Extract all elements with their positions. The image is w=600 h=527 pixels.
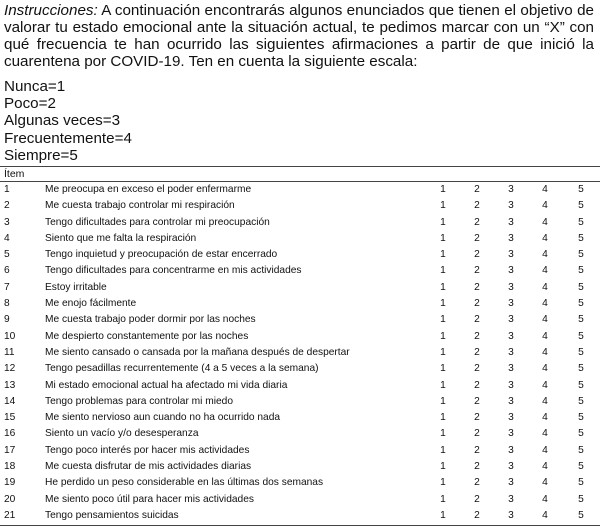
response-option-4[interactable]: 4: [542, 509, 548, 521]
response-option-5[interactable]: 5: [578, 477, 584, 489]
response-option-4[interactable]: 4: [542, 184, 548, 195]
response-option-2[interactable]: 2: [474, 314, 480, 326]
response-option-2[interactable]: 2: [474, 379, 480, 391]
table-row: [0, 312, 600, 328]
response-option-1[interactable]: 1: [440, 363, 446, 375]
response-option-2[interactable]: 2: [474, 444, 480, 456]
item-statement: Me cuesta trabajo controlar mi respiración: [45, 200, 235, 212]
response-option-5[interactable]: 5: [578, 363, 584, 375]
item-statement: Me preocupa en exceso el poder enfermarme: [45, 184, 252, 195]
item-number: 16: [4, 428, 16, 440]
response-option-4[interactable]: 4: [542, 477, 548, 489]
table-row: [0, 215, 600, 231]
response-option-5[interactable]: 5: [578, 330, 584, 342]
response-option-2[interactable]: 2: [474, 330, 480, 342]
response-option-3[interactable]: 3: [508, 330, 514, 342]
response-option-4[interactable]: 4: [542, 412, 548, 424]
item-number: 8: [4, 298, 10, 310]
response-option-1[interactable]: 1: [440, 379, 446, 391]
response-option-5[interactable]: 5: [578, 216, 584, 228]
response-option-1[interactable]: 1: [440, 330, 446, 342]
response-option-1[interactable]: 1: [440, 281, 446, 293]
response-option-3[interactable]: 3: [508, 346, 514, 358]
response-option-5[interactable]: 5: [578, 379, 584, 391]
response-option-5[interactable]: 5: [578, 298, 584, 310]
response-option-2[interactable]: 2: [474, 493, 480, 505]
table-header-item: Ítem: [4, 168, 25, 180]
response-option-5[interactable]: 5: [578, 493, 584, 505]
response-option-5[interactable]: 5: [578, 346, 584, 358]
item-statement: Me cuesta disfrutar de mis actividades diarias: [45, 461, 252, 473]
scale-item-5: Siempre=5: [4, 146, 78, 164]
item-number: 7: [4, 281, 10, 293]
response-option-5[interactable]: 5: [578, 200, 584, 212]
response-option-2[interactable]: 2: [474, 298, 480, 310]
item-statement: Me enojo fácilmente: [45, 298, 137, 310]
response-option-2[interactable]: 2: [474, 216, 480, 228]
response-option-1[interactable]: 1: [440, 216, 446, 228]
table-row: [0, 182, 600, 198]
item-statement: Siento un vacío y/o desesperanza: [45, 428, 199, 440]
response-option-4[interactable]: 4: [542, 200, 548, 212]
response-option-1[interactable]: 1: [440, 493, 446, 505]
item-statement: Tengo dificultades para controlar mi preocupación: [45, 216, 270, 228]
response-option-2[interactable]: 2: [474, 395, 480, 407]
response-option-5[interactable]: 5: [578, 412, 584, 424]
item-statement: Siento que me falta la respiración: [45, 232, 197, 244]
item-number: 9: [4, 314, 10, 326]
table-row: [0, 492, 600, 508]
response-option-1[interactable]: 1: [440, 444, 446, 456]
response-option-3[interactable]: 3: [508, 461, 514, 473]
table-row: [0, 345, 600, 361]
response-option-1[interactable]: 1: [440, 265, 446, 277]
response-option-2[interactable]: 2: [474, 249, 480, 261]
response-option-3[interactable]: 3: [508, 298, 514, 310]
scale-item-1: Nunca=1: [4, 78, 66, 95]
response-option-1[interactable]: 1: [440, 461, 446, 473]
item-number: 21: [4, 509, 16, 521]
response-option-3[interactable]: 3: [508, 314, 514, 326]
response-option-4[interactable]: 4: [542, 379, 548, 391]
response-option-3[interactable]: 3: [508, 493, 514, 505]
response-option-3[interactable]: 3: [508, 363, 514, 375]
response-option-1[interactable]: 1: [440, 200, 446, 212]
response-option-3[interactable]: 3: [508, 265, 514, 277]
table-row: [0, 410, 600, 426]
table-bottom-rule: [0, 525, 600, 526]
table-row: [0, 443, 600, 459]
item-number: 1: [4, 184, 10, 195]
table-row: [0, 426, 600, 442]
item-statement: Me siento poco útil para hacer mis actividades: [45, 493, 254, 505]
response-option-2[interactable]: 2: [474, 509, 480, 521]
table-row: [0, 394, 600, 410]
response-option-3[interactable]: 3: [508, 477, 514, 489]
response-option-2[interactable]: 2: [474, 346, 480, 358]
item-number: 19: [4, 477, 16, 489]
response-option-1[interactable]: 1: [440, 298, 446, 310]
response-option-4[interactable]: 4: [542, 314, 548, 326]
response-option-5[interactable]: 5: [578, 232, 584, 244]
response-option-3[interactable]: 3: [508, 412, 514, 424]
response-option-3[interactable]: 3: [508, 509, 514, 521]
table-row: [0, 263, 600, 279]
item-number: 10: [4, 330, 16, 342]
response-option-2[interactable]: 2: [474, 281, 480, 293]
table-row: [0, 475, 600, 491]
response-option-2[interactable]: 2: [474, 477, 480, 489]
item-number: 5: [4, 249, 10, 261]
response-option-4[interactable]: 4: [542, 265, 548, 277]
response-option-4[interactable]: 4: [542, 461, 548, 473]
table-row: [0, 280, 600, 296]
table-row: [0, 247, 600, 263]
item-number: 15: [4, 412, 16, 424]
response-option-1[interactable]: 1: [440, 395, 446, 407]
response-option-3[interactable]: 3: [508, 200, 514, 212]
response-option-1[interactable]: 1: [440, 184, 446, 195]
response-option-5[interactable]: 5: [578, 184, 584, 195]
response-option-4[interactable]: 4: [542, 428, 548, 440]
table-row: [0, 378, 600, 394]
response-option-2[interactable]: 2: [474, 412, 480, 424]
table-row: [0, 231, 600, 247]
response-option-3[interactable]: 3: [508, 281, 514, 293]
response-option-4[interactable]: 4: [542, 216, 548, 228]
response-option-3[interactable]: 3: [508, 249, 514, 261]
response-option-1[interactable]: 1: [440, 412, 446, 424]
scale-item-4: Frecuentemente=4: [4, 129, 132, 147]
table-top-rule: [0, 166, 600, 167]
item-statement: Me siento cansado o cansada por la mañana después de despertar: [45, 346, 350, 358]
item-statement: Tengo poco interés por hacer mis actividades: [45, 444, 250, 456]
item-number: 4: [4, 232, 10, 244]
items-table: [0, 182, 600, 524]
item-number: 14: [4, 395, 16, 407]
response-option-4[interactable]: 4: [542, 298, 548, 310]
response-option-4[interactable]: 4: [542, 330, 548, 342]
response-option-5[interactable]: 5: [578, 314, 584, 326]
item-number: 11: [4, 346, 15, 358]
response-option-5[interactable]: 5: [578, 249, 584, 261]
item-number: 20: [4, 493, 16, 505]
item-statement: Mi estado emocional actual ha afectado mi vida diaria: [45, 379, 288, 391]
table-row: [0, 329, 600, 345]
response-option-3[interactable]: 3: [508, 184, 514, 195]
scale-item-2: Poco=2: [4, 95, 56, 113]
item-statement: Tengo inquietud y preocupación de estar encerrado: [45, 249, 278, 261]
item-statement: Tengo pensamientos suicidas: [45, 509, 179, 521]
response-option-2[interactable]: 2: [474, 200, 480, 212]
item-statement: Tengo problemas para controlar mi miedo: [45, 395, 233, 407]
response-option-4[interactable]: 4: [542, 363, 548, 375]
item-number: 6: [4, 265, 10, 277]
response-option-2[interactable]: 2: [474, 363, 480, 375]
item-statement: Estoy irritable: [45, 281, 107, 293]
item-statement: He perdido un peso considerable en las últimas dos semanas: [45, 477, 324, 489]
response-option-2[interactable]: 2: [474, 428, 480, 440]
response-option-5[interactable]: 5: [578, 444, 584, 456]
response-option-4[interactable]: 4: [542, 281, 548, 293]
item-number: 18: [4, 461, 16, 473]
response-option-1[interactable]: 1: [440, 232, 446, 244]
response-option-3[interactable]: 3: [508, 232, 514, 244]
response-option-5[interactable]: 5: [578, 428, 584, 440]
response-option-5[interactable]: 5: [578, 265, 584, 277]
response-option-3[interactable]: 3: [508, 428, 514, 440]
response-option-4[interactable]: 4: [542, 249, 548, 261]
item-statement: Me despierto constantemente por las noches: [45, 330, 249, 342]
response-option-4[interactable]: 4: [542, 346, 548, 358]
table-row: [0, 296, 600, 312]
scale-legend: [4, 78, 132, 164]
response-option-3[interactable]: 3: [508, 379, 514, 391]
response-option-5[interactable]: 5: [578, 281, 584, 293]
item-statement: Tengo dificultades para concentrarme en mis actividades: [45, 265, 302, 277]
item-number: 17: [4, 444, 16, 456]
response-option-1[interactable]: 1: [440, 249, 446, 261]
response-option-3[interactable]: 3: [508, 395, 514, 407]
item-statement: Me siento nervioso aun cuando no ha ocurrido nada: [45, 412, 281, 424]
response-option-4[interactable]: 4: [542, 395, 548, 407]
response-option-2[interactable]: 2: [474, 232, 480, 244]
response-option-1[interactable]: 1: [440, 428, 446, 440]
item-number: 13: [4, 379, 16, 391]
response-option-1[interactable]: 1: [440, 346, 446, 358]
response-option-5[interactable]: 5: [578, 509, 584, 521]
response-option-5[interactable]: 5: [578, 395, 584, 407]
instructions-paragraph: [4, 2, 594, 70]
table-row: [0, 459, 600, 475]
instructions-lead: Instrucciones:: [4, 2, 98, 19]
item-statement: Tengo pesadillas recurrentemente (4 a 5 veces a la semana): [45, 363, 319, 375]
item-statement: Me cuesta trabajo poder dormir por las noches: [45, 314, 256, 326]
response-option-1[interactable]: 1: [440, 314, 446, 326]
table-row: [0, 508, 600, 524]
item-number: 3: [4, 216, 10, 228]
instructions-text: A continuación encontrarás algunos enunciados que tienen el objetivo de valorar tu estado emocional ante la situación actual, te pedimos marcar con un “X” con qué frecuencia te han ocurrido las siguientes afirmaciones a partir de que inició la cuarentena por COVID-19. Ten en cuenta la siguiente escala:: [4, 2, 594, 70]
response-option-3[interactable]: 3: [508, 216, 514, 228]
table-row: [0, 361, 600, 377]
response-option-1[interactable]: 1: [440, 509, 446, 521]
response-option-4[interactable]: 4: [542, 444, 548, 456]
response-option-2[interactable]: 2: [474, 184, 480, 195]
item-number: 2: [4, 200, 10, 212]
response-option-4[interactable]: 4: [542, 232, 548, 244]
scale-item-3: Algunas veces=3: [4, 112, 121, 130]
response-option-3[interactable]: 3: [508, 444, 514, 456]
response-option-2[interactable]: 2: [474, 461, 480, 473]
response-option-1[interactable]: 1: [440, 477, 446, 489]
response-option-2[interactable]: 2: [474, 265, 480, 277]
response-option-4[interactable]: 4: [542, 493, 548, 505]
table-row: [0, 198, 600, 214]
response-option-5[interactable]: 5: [578, 461, 584, 473]
item-number: 12: [4, 363, 16, 375]
